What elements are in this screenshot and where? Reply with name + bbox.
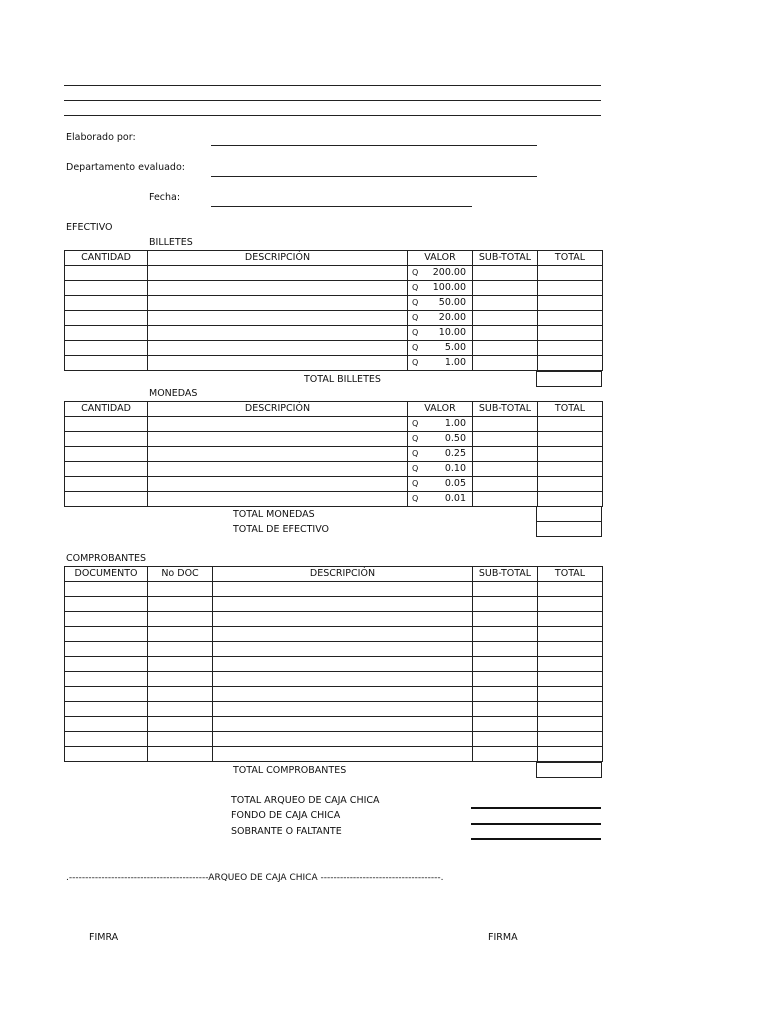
footer-divider: .-------------------------------------------ARQUEO DE CAJA CHICA -------------------------------------. <box>66 873 444 883</box>
total-billetes-box[interactable] <box>536 371 602 387</box>
table-row <box>65 657 603 672</box>
table-row <box>65 296 603 311</box>
descripcion-cell[interactable] <box>148 432 408 447</box>
descripcion-cell[interactable] <box>213 702 473 717</box>
nodoc-cell[interactable] <box>148 582 213 597</box>
currency-label: Q <box>412 419 419 428</box>
documento-cell[interactable] <box>65 747 148 762</box>
subtotal-cell[interactable] <box>473 356 538 371</box>
table-row <box>65 687 603 702</box>
cantidad-cell[interactable] <box>65 266 148 281</box>
nodoc-cell[interactable] <box>148 702 213 717</box>
total-cell[interactable] <box>538 341 603 356</box>
denomination-value: 100.00 <box>432 282 466 293</box>
monedas-header-total: TOTAL <box>538 402 603 417</box>
documento-cell[interactable] <box>65 702 148 717</box>
documento-cell[interactable] <box>65 612 148 627</box>
nodoc-cell[interactable] <box>148 717 213 732</box>
monedas-header-descripcion: DESCRIPCIÓN <box>148 402 408 417</box>
comprobantes-header-total: TOTAL <box>538 567 603 582</box>
table-row <box>65 326 603 341</box>
total-cell[interactable] <box>538 432 603 447</box>
total-comprobantes-box[interactable] <box>536 762 602 778</box>
total-cell[interactable] <box>538 266 603 281</box>
total-cell[interactable] <box>538 747 603 762</box>
nodoc-cell[interactable] <box>148 597 213 612</box>
total-arqueo-label: TOTAL ARQUEO DE CAJA CHICA <box>231 795 380 806</box>
nodoc-cell[interactable] <box>148 612 213 627</box>
descripcion-cell[interactable] <box>213 657 473 672</box>
descripcion-cell[interactable] <box>148 326 408 341</box>
nodoc-cell[interactable] <box>148 642 213 657</box>
table-row <box>65 642 603 657</box>
valor-cell <box>408 492 473 507</box>
subtotal-cell[interactable] <box>473 447 538 462</box>
monedas-header-subtotal: SUB-TOTAL <box>473 402 538 417</box>
currency-label: Q <box>412 464 419 473</box>
subtotal-cell[interactable] <box>473 732 538 747</box>
currency-label: Q <box>412 479 419 488</box>
cantidad-cell[interactable] <box>65 477 148 492</box>
monedas-header-valor: VALOR <box>408 402 473 417</box>
subtotal-cell[interactable] <box>473 462 538 477</box>
departamento-label: Departamento evaluado: <box>66 162 185 173</box>
descripcion-cell[interactable] <box>213 672 473 687</box>
descripcion-cell[interactable] <box>148 281 408 296</box>
total-cell[interactable] <box>538 492 603 507</box>
total-cell[interactable] <box>538 582 603 597</box>
table-row <box>65 732 603 747</box>
firma-right-label: FIRMA <box>488 932 518 943</box>
fondo-label: FONDO DE CAJA CHICA <box>231 810 341 821</box>
denomination-value: 1.00 <box>444 418 466 429</box>
total-cell[interactable] <box>538 447 603 462</box>
valor-cell <box>408 432 473 447</box>
currency-label: Q <box>412 283 419 292</box>
total-cell[interactable] <box>538 597 603 612</box>
subtotal-cell[interactable] <box>473 296 538 311</box>
descripcion-cell[interactable] <box>148 492 408 507</box>
subtotal-cell[interactable] <box>473 612 538 627</box>
subtotal-cell[interactable] <box>473 281 538 296</box>
currency-label: Q <box>412 298 419 307</box>
descripcion-cell[interactable] <box>148 417 408 432</box>
total-cell[interactable] <box>538 657 603 672</box>
denomination-value: 1.00 <box>444 357 466 368</box>
total-efectivo-box[interactable] <box>536 521 602 537</box>
firma-left-label: FIMRA <box>89 932 119 943</box>
subtotal-cell[interactable] <box>473 341 538 356</box>
total-arqueo-field[interactable] <box>471 807 601 809</box>
comprobantes-table <box>64 566 603 762</box>
table-row <box>65 447 603 462</box>
documento-cell[interactable] <box>65 657 148 672</box>
cantidad-cell[interactable] <box>65 432 148 447</box>
descripcion-cell[interactable] <box>213 582 473 597</box>
header-rule-2 <box>64 100 601 101</box>
cantidad-cell[interactable] <box>65 311 148 326</box>
descripcion-cell[interactable] <box>213 717 473 732</box>
valor-cell <box>408 266 473 281</box>
denomination-value: 0.25 <box>444 448 466 459</box>
currency-label: Q <box>412 328 419 337</box>
total-billetes-label: TOTAL BILLETES <box>304 374 381 385</box>
total-cell[interactable] <box>538 281 603 296</box>
valor-cell <box>408 326 473 341</box>
descripcion-cell[interactable] <box>213 627 473 642</box>
comprobantes-header-nodoc: No DOC <box>148 567 213 582</box>
valor-cell <box>408 356 473 371</box>
valor-cell <box>408 281 473 296</box>
denomination-value: 0.05 <box>444 478 466 489</box>
documento-cell[interactable] <box>65 597 148 612</box>
subtotal-cell[interactable] <box>473 627 538 642</box>
subtotal-cell[interactable] <box>473 642 538 657</box>
subtotal-cell[interactable] <box>473 311 538 326</box>
total-cell[interactable] <box>538 687 603 702</box>
table-row <box>65 747 603 762</box>
nodoc-cell[interactable] <box>148 672 213 687</box>
billetes-header-row <box>65 251 603 266</box>
cantidad-cell[interactable] <box>65 326 148 341</box>
departamento-field[interactable] <box>211 176 537 177</box>
currency-label: Q <box>412 434 419 443</box>
elaborado-field[interactable] <box>211 145 537 146</box>
table-row <box>65 627 603 642</box>
documento-cell[interactable] <box>65 627 148 642</box>
total-cell[interactable] <box>538 627 603 642</box>
billetes-header-valor: VALOR <box>408 251 473 266</box>
subtotal-cell[interactable] <box>473 747 538 762</box>
nodoc-cell[interactable] <box>148 732 213 747</box>
subtotal-cell[interactable] <box>473 492 538 507</box>
cantidad-cell[interactable] <box>65 447 148 462</box>
total-cell[interactable] <box>538 462 603 477</box>
documento-cell[interactable] <box>65 672 148 687</box>
table-row <box>65 477 603 492</box>
fecha-label: Fecha: <box>149 192 181 203</box>
documento-cell[interactable] <box>65 582 148 597</box>
monedas-title: MONEDAS <box>149 388 198 399</box>
billetes-header-descripcion: DESCRIPCIÓN <box>148 251 408 266</box>
descripcion-cell[interactable] <box>213 642 473 657</box>
descripcion-cell[interactable] <box>148 341 408 356</box>
valor-cell <box>408 311 473 326</box>
descripcion-cell[interactable] <box>148 296 408 311</box>
total-comprobantes-label: TOTAL COMPROBANTES <box>233 765 347 776</box>
cantidad-cell[interactable] <box>65 341 148 356</box>
subtotal-cell[interactable] <box>473 597 538 612</box>
descripcion-cell[interactable] <box>213 732 473 747</box>
comprobantes-header-documento: DOCUMENTO <box>65 567 148 582</box>
cantidad-cell[interactable] <box>65 492 148 507</box>
table-row <box>65 432 603 447</box>
subtotal-cell[interactable] <box>473 266 538 281</box>
table-row <box>65 311 603 326</box>
subtotal-cell[interactable] <box>473 477 538 492</box>
table-row <box>65 417 603 432</box>
nodoc-cell[interactable] <box>148 747 213 762</box>
table-row <box>65 462 603 477</box>
denomination-value: 200.00 <box>432 267 466 278</box>
nodoc-cell[interactable] <box>148 627 213 642</box>
descripcion-cell[interactable] <box>148 266 408 281</box>
table-row <box>65 281 603 296</box>
total-monedas-label: TOTAL MONEDAS <box>233 509 315 520</box>
valor-cell <box>408 417 473 432</box>
documento-cell[interactable] <box>65 687 148 702</box>
subtotal-cell[interactable] <box>473 432 538 447</box>
descripcion-cell[interactable] <box>148 462 408 477</box>
comprobantes-header-row <box>65 567 603 582</box>
subtotal-cell[interactable] <box>473 326 538 341</box>
descripcion-cell[interactable] <box>213 612 473 627</box>
header-rule-3 <box>64 115 601 116</box>
table-row <box>65 717 603 732</box>
denomination-value: 10.00 <box>438 327 466 338</box>
currency-label: Q <box>412 449 419 458</box>
table-row <box>65 356 603 371</box>
currency-label: Q <box>412 494 419 503</box>
valor-cell <box>408 462 473 477</box>
denomination-value: 50.00 <box>438 297 466 308</box>
cantidad-cell[interactable] <box>65 296 148 311</box>
subtotal-cell[interactable] <box>473 672 538 687</box>
total-cell[interactable] <box>538 732 603 747</box>
descripcion-cell[interactable] <box>213 597 473 612</box>
total-cell[interactable] <box>538 356 603 371</box>
total-cell[interactable] <box>538 717 603 732</box>
billetes-table <box>64 250 603 371</box>
denomination-value: 20.00 <box>438 312 466 323</box>
subtotal-cell[interactable] <box>473 417 538 432</box>
total-cell[interactable] <box>538 326 603 341</box>
nodoc-cell[interactable] <box>148 687 213 702</box>
total-cell[interactable] <box>538 296 603 311</box>
currency-label: Q <box>412 343 419 352</box>
subtotal-cell[interactable] <box>473 717 538 732</box>
denomination-value: 0.50 <box>444 433 466 444</box>
cantidad-cell[interactable] <box>65 356 148 371</box>
documento-cell[interactable] <box>65 642 148 657</box>
currency-label: Q <box>412 313 419 322</box>
billetes-header-cantidad: CANTIDAD <box>65 251 148 266</box>
denomination-value: 0.01 <box>444 493 466 504</box>
total-monedas-box[interactable] <box>536 506 602 522</box>
table-row <box>65 612 603 627</box>
total-cell[interactable] <box>538 417 603 432</box>
total-efectivo-label: TOTAL DE EFECTIVO <box>233 524 330 535</box>
total-cell[interactable] <box>538 672 603 687</box>
table-row <box>65 702 603 717</box>
table-row <box>65 582 603 597</box>
total-cell[interactable] <box>538 311 603 326</box>
total-cell[interactable] <box>538 612 603 627</box>
fecha-field[interactable] <box>211 206 472 207</box>
sobrante-field[interactable] <box>471 838 601 840</box>
valor-cell <box>408 296 473 311</box>
descripcion-cell[interactable] <box>148 356 408 371</box>
valor-cell <box>408 341 473 356</box>
descripcion-cell[interactable] <box>148 447 408 462</box>
header-rule-1 <box>64 85 601 86</box>
billetes-title: BILLETES <box>149 237 193 248</box>
descripcion-cell[interactable] <box>148 311 408 326</box>
monedas-header-row <box>65 402 603 417</box>
denomination-value: 5.00 <box>444 342 466 353</box>
valor-cell <box>408 477 473 492</box>
table-row <box>65 597 603 612</box>
monedas-table <box>64 401 603 507</box>
denomination-value: 0.10 <box>444 463 466 474</box>
nodoc-cell[interactable] <box>148 657 213 672</box>
subtotal-cell[interactable] <box>473 702 538 717</box>
cantidad-cell[interactable] <box>65 281 148 296</box>
descripcion-cell[interactable] <box>213 687 473 702</box>
currency-label: Q <box>412 358 419 367</box>
descripcion-cell[interactable] <box>148 477 408 492</box>
comprobantes-header-descripcion: DESCRIPCIÓN <box>213 567 473 582</box>
comprobantes-title: COMPROBANTES <box>66 553 147 564</box>
billetes-header-subtotal: SUB-TOTAL <box>473 251 538 266</box>
sobrante-label: SOBRANTE O FALTANTE <box>231 826 342 837</box>
table-row <box>65 341 603 356</box>
documento-cell[interactable] <box>65 717 148 732</box>
total-cell[interactable] <box>538 702 603 717</box>
elaborado-label: Elaborado por: <box>66 132 136 143</box>
monedas-header-cantidad: CANTIDAD <box>65 402 148 417</box>
total-cell[interactable] <box>538 642 603 657</box>
subtotal-cell[interactable] <box>473 582 538 597</box>
comprobantes-header-subtotal: SUB-TOTAL <box>473 567 538 582</box>
documento-cell[interactable] <box>65 732 148 747</box>
table-row <box>65 492 603 507</box>
currency-label: Q <box>412 268 419 277</box>
table-row <box>65 672 603 687</box>
table-row <box>65 266 603 281</box>
subtotal-cell[interactable] <box>473 657 538 672</box>
fondo-field[interactable] <box>471 823 601 825</box>
valor-cell <box>408 447 473 462</box>
cantidad-cell[interactable] <box>65 462 148 477</box>
subtotal-cell[interactable] <box>473 687 538 702</box>
total-cell[interactable] <box>538 477 603 492</box>
billetes-header-total: TOTAL <box>538 251 603 266</box>
efectivo-section-title: EFECTIVO <box>66 222 113 233</box>
cantidad-cell[interactable] <box>65 417 148 432</box>
descripcion-cell[interactable] <box>213 747 473 762</box>
